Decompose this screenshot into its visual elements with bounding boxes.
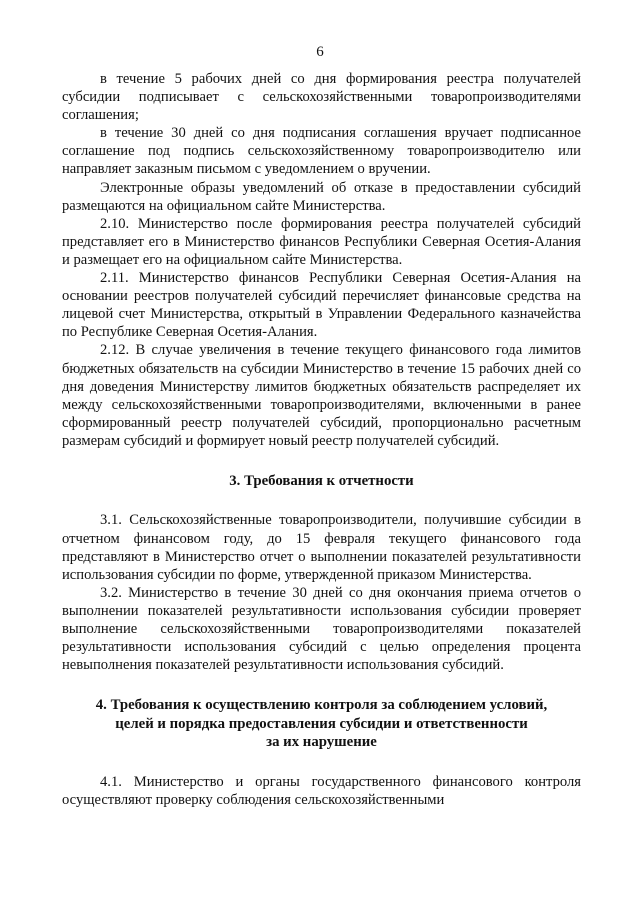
paragraph: в течение 30 дней со дня подписания соглашения вручает подписанное соглашение под подпись сельскохозяйственному товаропроизводителю или направляет заказным письмом с уведомлением о вручении. <box>62 125 581 178</box>
paragraph: Электронные образы уведомлений об отказе в предоставлении субсидий размещаются на официальном сайте Министерства. <box>62 179 581 214</box>
paragraph-2-11: 2.11. Министерство финансов Республики Северная Осетия-Алания на основании реестров получателей субсидий перечисляет финансовые средства на лицевой счет Министерства, открытый в Управлении Федерального казначейства по Республике Северная Осетия-Алания. <box>62 270 581 341</box>
paragraph-4-1: 4.1. Министерство и органы государственного финансового контроля осуществляют проверку соблюдения сельскохозяйственными <box>62 773 581 808</box>
paragraph: в течение 5 рабочих дней со дня формирования реестра получателей субсидии подписывает с сельскохозяйственными товаропроизводителями соглашения; <box>62 71 581 124</box>
section-4-heading <box>62 696 581 752</box>
paragraph-2-12: 2.12. В случае увеличения в течение текущего финансового года лимитов бюджетных обязательств на субсидии Министерство в течение 15 рабочих дней со дня доведения Министерству лимитов бюджетных обязательств распределяет их между сельскохозяйственными товаропроизводителями, включенными в ранее сформированный реестр получателей субсидий, пропорционально расчетным размерам субсидий и формирует новый реестр получателей субсидий. <box>62 342 581 449</box>
paragraph-3-1: 3.1. Сельскохозяйственные товаропроизводители, получившие субсидии в отчетном финансовом году, до 15 февраля текущего финансового года представляют в Министерство отчет о выполнении показателей результативности использования субсидии по форме, утвержденной приказом Министерства. <box>62 512 581 583</box>
section-4-heading-line: целей и порядка предоставления субсидии и ответственности <box>115 715 528 732</box>
document-body <box>62 70 581 809</box>
section-4-heading-line: 4. Требования к осуществлению контроля за соблюдением условий, <box>95 697 548 714</box>
paragraph-2-10: 2.10. Министерство после формирования реестра получателей субсидий представляет его в Министерство финансов Республики Северная Осетия-Алания и размещает его на официальном сайте Министерства. <box>62 215 581 268</box>
paragraph-3-2: 3.2. Министерство в течение 30 дней со дня окончания приема отчетов о выполнении показателей результативности использования субсидии проверяет выполнение сельскохозяйственными товаропроизводителями показателей результативности использования субсидий с целью определения процента невыполнения показателей результативности использования субсидий. <box>62 584 581 674</box>
page-number: 6 <box>316 44 324 60</box>
section-4-heading-line: за их нарушение <box>266 734 377 751</box>
section-3-heading: 3. Требования к отчетности <box>229 472 414 489</box>
